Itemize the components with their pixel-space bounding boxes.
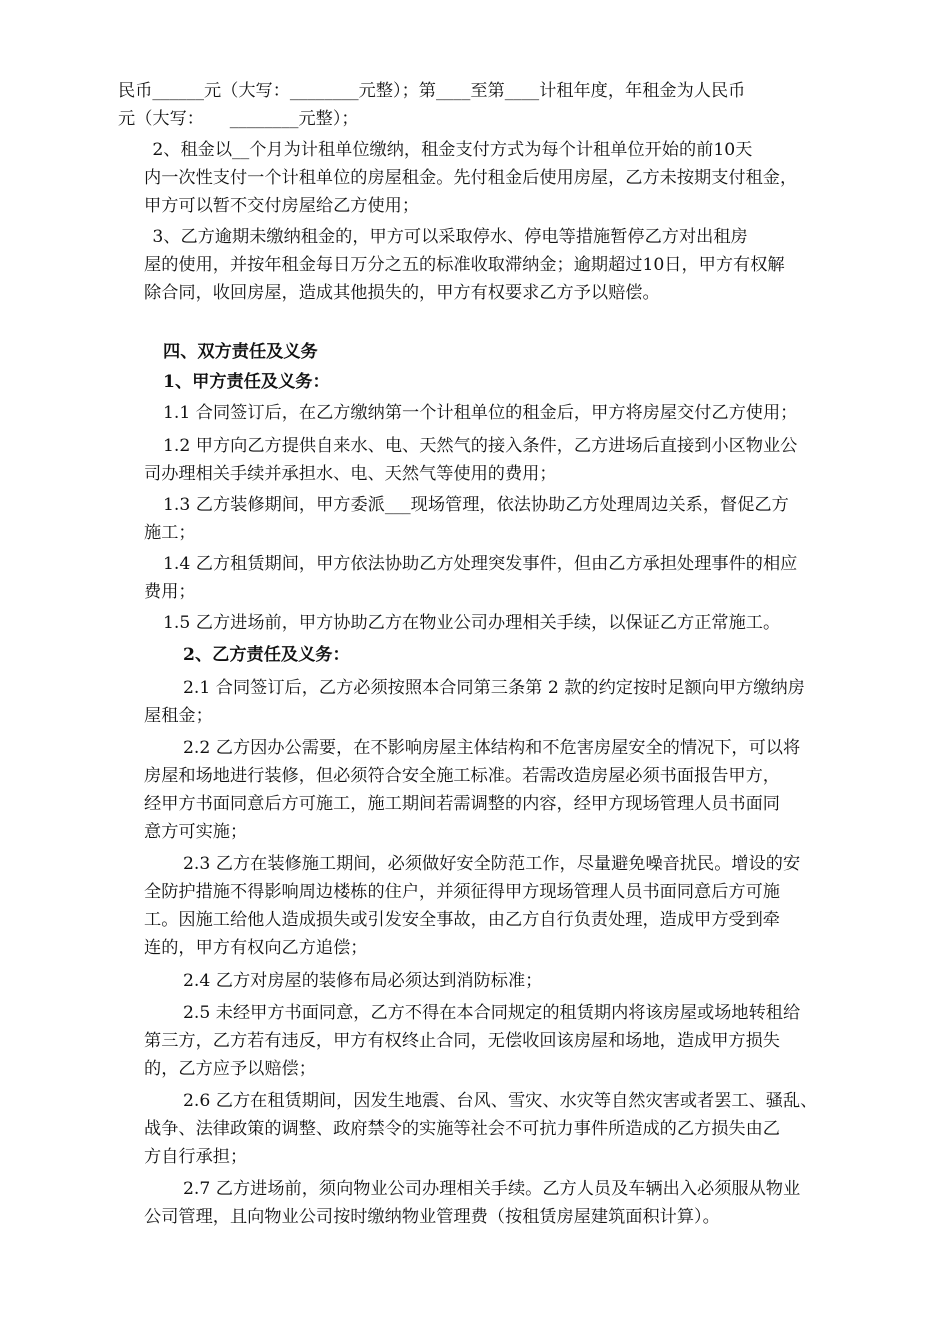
clause-2-4: 2.4 乙方对房屋的装修布局必须达到消防标准； bbox=[183, 971, 543, 991]
clause-2-6-line-3: 方自行承担； bbox=[144, 1147, 248, 1167]
clause-2-3-line-3: 工。因施工给他人造成损失或引发安全事故，由乙方自行负责处理，造成甲方受到牵 bbox=[144, 910, 780, 930]
clause-1-4-line-1: 1.4 乙方租赁期间，甲方依法协助乙方处理突发事件，但由乙方承担处理事件的相应 bbox=[163, 554, 798, 574]
clause-3-2-line-2: 内一次性支付一个计租单位的房屋租金。先付租金后使用房屋，乙方未按期支付租金， bbox=[144, 168, 798, 188]
clause-1-5: 1.5 乙方进场前，甲方协助乙方在物业公司办理相关手续，以保证乙方正常施工。 bbox=[163, 613, 781, 633]
subheading-party-a: 1、甲方责任及义务： bbox=[163, 372, 330, 392]
clause-3-3-line-3: 除合同，收回房屋，造成其他损失的，甲方有权要求乙方予以赔偿。 bbox=[144, 283, 660, 303]
clause-2-6-line-2: 战争、法律政策的调整、政府禁令的实施等社会不可抗力事件所造成的乙方损失由乙 bbox=[144, 1119, 780, 1139]
clause-2-3-line-4: 连的，甲方有权向乙方追偿； bbox=[144, 938, 368, 958]
clause-3-3-line-1: 3、乙方逾期未缴纳租金的，甲方可以采取停水、停电等措施暂停乙方对出租房 bbox=[118, 227, 748, 247]
clause-2-5-line-3: 的，乙方应予以赔偿； bbox=[144, 1059, 316, 1079]
clause-2-7-line-1: 2.7 乙方进场前，须向物业公司办理相关手续。乙方人员及车辆出入必须服从物业 bbox=[183, 1179, 801, 1199]
clause-1-3-line-1: 1.3 乙方装修期间，甲方委派___现场管理，依法协助乙方处理周边关系，督促乙方 bbox=[163, 495, 789, 515]
clause-1-2-line-2: 司办理相关手续并承担水、电、天然气等使用的费用； bbox=[144, 464, 557, 484]
clause-3-3-line-2: 屋的使用，并按年租金每日万分之五的标准收取滞纳金；逾期超过10日，甲方有权解 bbox=[144, 255, 785, 275]
clause-2-6-line-1: 2.6 乙方在租赁期间，因发生地震、台风、雪灾、水灾等自然灾害或者罢工、骚乱、 bbox=[183, 1091, 818, 1111]
clause-1-4-line-2: 费用； bbox=[144, 582, 196, 602]
clause-1-3-line-2: 施工； bbox=[144, 523, 196, 543]
clause-2-2-line-2: 房屋和场地进行装修，但必须符合安全施工标准。若需改造房屋必须书面报告甲方， bbox=[144, 766, 780, 786]
clause-3-2-line-3: 甲方可以暂不交付房屋给乙方使用； bbox=[144, 196, 420, 216]
section-heading-4: 四、双方责任及义务 bbox=[163, 342, 318, 362]
clause-1-2-line-1: 1.2 甲方向乙方提供自来水、电、天然气的接入条件，乙方进场后直接到小区物业公 bbox=[163, 436, 798, 456]
clause-2-5-line-2: 第三方，乙方若有违反，甲方有权终止合同，无偿收回该房屋和场地，造成甲方损失 bbox=[144, 1031, 780, 1051]
clause-2-2-line-3: 经甲方书面同意后方可施工，施工期间若需调整的内容，经甲方现场管理人员书面同 bbox=[144, 794, 780, 814]
clause-2-2-line-1: 2.2 乙方因办公需要，在不影响房屋主体结构和不危害房屋安全的情况下，可以将 bbox=[183, 738, 801, 758]
text-line-1: 民币______元（大写：________元整）；第____至第____计租年度，年租金为人民币 bbox=[118, 81, 746, 101]
clause-2-3-line-2: 全防护措施不得影响周边楼栋的住户，并须征得甲方现场管理人员书面同意后方可施 bbox=[144, 882, 780, 902]
clause-2-2-line-4: 意方可实施； bbox=[144, 822, 248, 842]
clause-2-1-line-2: 屋租金； bbox=[144, 706, 213, 726]
subheading-party-b: 2、乙方责任及义务： bbox=[183, 645, 350, 665]
clause-2-3-line-1: 2.3 乙方在装修施工期间，必须做好安全防范工作，尽量避免噪音扰民。增设的安 bbox=[183, 854, 801, 874]
clause-3-2-line-1: 2、租金以__个月为计租单位缴纳，租金支付方式为每个计租单位开始的前10天 bbox=[118, 140, 753, 160]
clause-2-7-line-2: 公司管理，且向物业公司按时缴纳物业管理费（按租赁房屋建筑面积计算）。 bbox=[144, 1207, 720, 1227]
text-line-2: 元（大写： ________元整）； bbox=[118, 109, 359, 129]
clause-1-1: 1.1 合同签订后，在乙方缴纳第一个计租单位的租金后，甲方将房屋交付乙方使用； bbox=[163, 403, 798, 423]
clause-2-5-line-1: 2.5 未经甲方书面同意，乙方不得在本合同规定的租赁期内将该房屋或场地转租给 bbox=[183, 1003, 801, 1023]
clause-2-1-line-1: 2.1 合同签订后，乙方必须按照本合同第三条第 2 款的约定按时足额向甲方缴纳房 bbox=[183, 678, 805, 698]
